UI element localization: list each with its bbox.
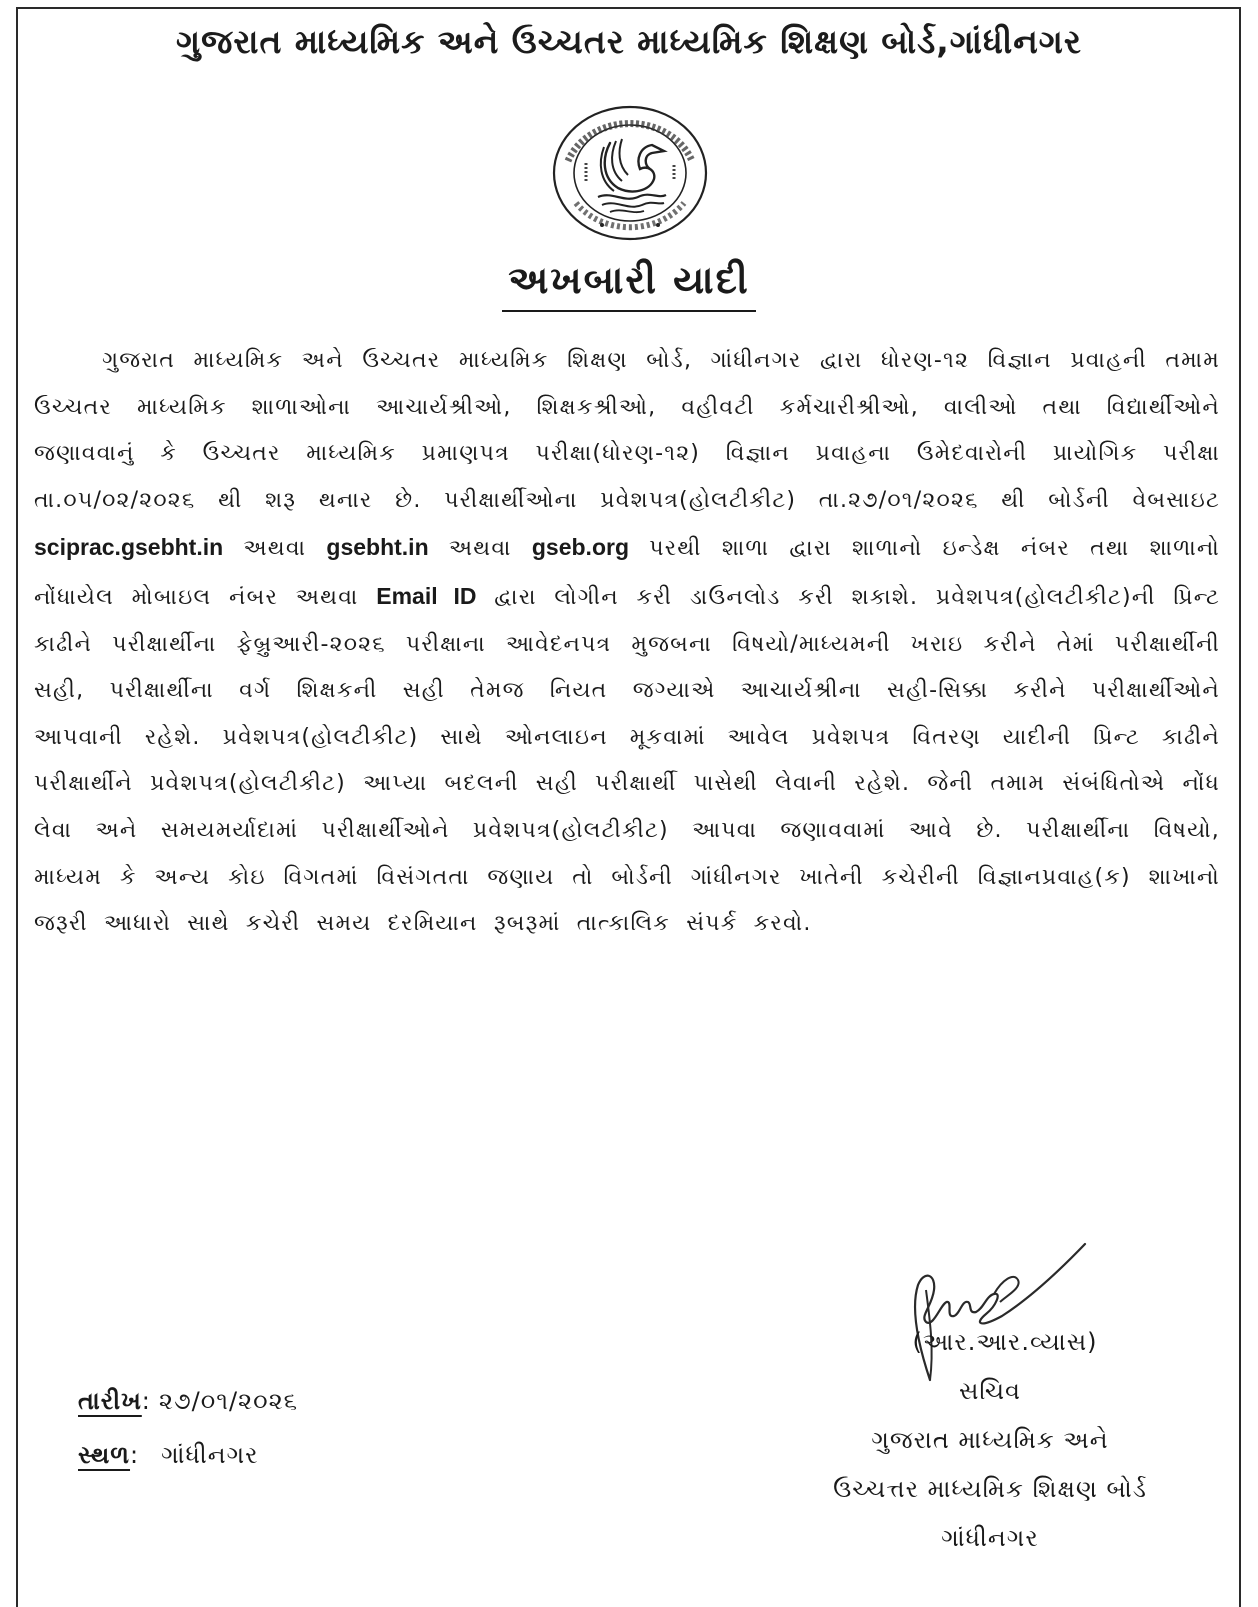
- signatory-org-line-1: ગુજરાત માધ્યમિક અને: [871, 1426, 1109, 1454]
- signatory-designation: સચિવ: [958, 1377, 1022, 1405]
- date-value: ૨૭/૦૧/૨૦૨૬: [158, 1387, 299, 1415]
- date-separator: :: [141, 1387, 151, 1415]
- place-separator: :: [130, 1441, 140, 1469]
- press-release-heading: [0, 258, 1258, 312]
- signature-block: [800, 1318, 1180, 1563]
- swan-emblem-icon: [540, 103, 720, 243]
- signatory-name: (આર.આર.વ્યાસ): [912, 1328, 1098, 1356]
- place-value: ગાંધીનગર: [161, 1441, 259, 1469]
- link-sciprac[interactable]: sciprac.gsebht.in: [34, 534, 224, 561]
- place-label: સ્થળ: [78, 1441, 131, 1469]
- date-row: [78, 1374, 298, 1428]
- signatory-org-line-3: ગાંધીનગર: [941, 1524, 1039, 1552]
- body-segment-5: દ્વારા લોગીન કરી ડાઉનલોડ કરી શકાશે. પ્રવેશપત્ર(હોલટીકીટ)ની પ્રિન્ટ કાઢીને પરીક્ષાર્થીના ફેબ્રુઆરી-૨૦૨૬ પરીક્ષાના આવેદનપત્ર મુજબના વિષયો/માધ્યમની ખરાઇ કરીને તેમાં પરીક્ષાર્થીની સહી, પરીક્ષાર્થીના વર્ગ શિક્ષકની સહી તેમજ નિયત જગ્યાએ આચાર્યશ્રીના સહી-સિક્કા કરીને પરીક્ષાર્થીઓને આપવાની રહેશે. પ્રવેશપત્ર(હોલટીકીટ) સાથે ઓનલાઇન મૂકવામાં આવેલ પ્રવેશપત્ર વિતરણ યાદીની પ્રિન્ટ કાઢીને પરીક્ષાર્થીને પ્રવેશપત્ર(હોલટીકીટ) આપ્યા બદલની સહી પરીક્ષાર્થી પાસેથી લેવાની રહેશે. જેની તમામ સંબંધિતોએ નોંધ લેવા અને સમયમર્યાદામાં પરીક્ષાર્થીઓને પ્રવેશપત્ર(હોલટીકીટ) આપવા જણાવવામાં આવે છે. પરીક્ષાર્થીના વિષયો, માધ્યમ કે અન્ય કોઇ વિગતમાં વિસંગતતા જણાય તો બોર્ડની ગાંધીનગર ખાતેની કચેરીની વિજ્ઞાનપ્રવાહ(ક) શાખાનો જરૂરી આધારો સાથે કચેરી સમય દરમિયાન રૂબરૂમાં તાત્કાલિક સંપર્ક કરવો.: [34, 584, 1220, 937]
- email-id-text: Email ID: [376, 582, 477, 609]
- board-emblem: [540, 103, 720, 243]
- body-segment-1: ગુજરાત માધ્યમિક અને ઉચ્ચતર માધ્યમિક શિક્ષણ બોર્ડ, ગાંધીનગર દ્વારા ધોરણ-૧૨ વિજ્ઞાન પ્રવાહની તમામ ઉચ્ચતર માધ્યમિક શાળાઓના આચાર્યશ્રીઓ, શિક્ષકશ્રીઓ, વહીવટી કર્મચારીશ્રીઓ, વાલીઓ તથા વિદ્યાર્થીઓને જણાવવાનું કે ઉચ્ચતર માધ્યમિક પ્રમાણપત્ર પરીક્ષા(ધોરણ-૧૨) વિજ્ઞાન પ્રવાહના ઉમેદવારોની પ્રાયોગિક પરીક્ષા તા.૦૫/૦૨/૨૦૨૬ થી શરૂ થનાર છે. પરીક્ષાર્થીઓના પ્રવેશપત્ર(હોલટીકીટ) તા.૨૭/૦૧/૨૦૨૬ થી બોર્ડની વેબસાઇટ: [34, 348, 1220, 513]
- date-label: તારીખ: [78, 1387, 142, 1415]
- place-row: [78, 1428, 298, 1482]
- body-segment-4: પરથી શાળા દ્વારા શાળાનો ઇન્ડેક્ષ નંબર તથા શાળાનો નોંધાયેલ મોબાઇલ નંબર અથવા: [34, 536, 1221, 610]
- signatory-org-line-2: ઉચ્ચત્તર માધ્યમિક શિક્ષણ બોર્ડ: [833, 1475, 1147, 1503]
- body-segment-3: અથવા: [428, 536, 532, 562]
- body-segment-2: અથવા: [223, 536, 327, 562]
- organization-title: ગુજરાત માધ્યમિક અને ઉચ્ચતર માધ્યમિક શિક્ષણ બોર્ડ,ગાંધીનગર: [176, 22, 1082, 61]
- link-gseb[interactable]: gseb.org: [531, 534, 629, 561]
- press-release-heading-text: અખબારી યાદી: [502, 258, 755, 312]
- date-place-block: [78, 1374, 298, 1482]
- press-release-body: [34, 338, 1220, 948]
- link-gsebht[interactable]: gsebht.in: [326, 534, 429, 561]
